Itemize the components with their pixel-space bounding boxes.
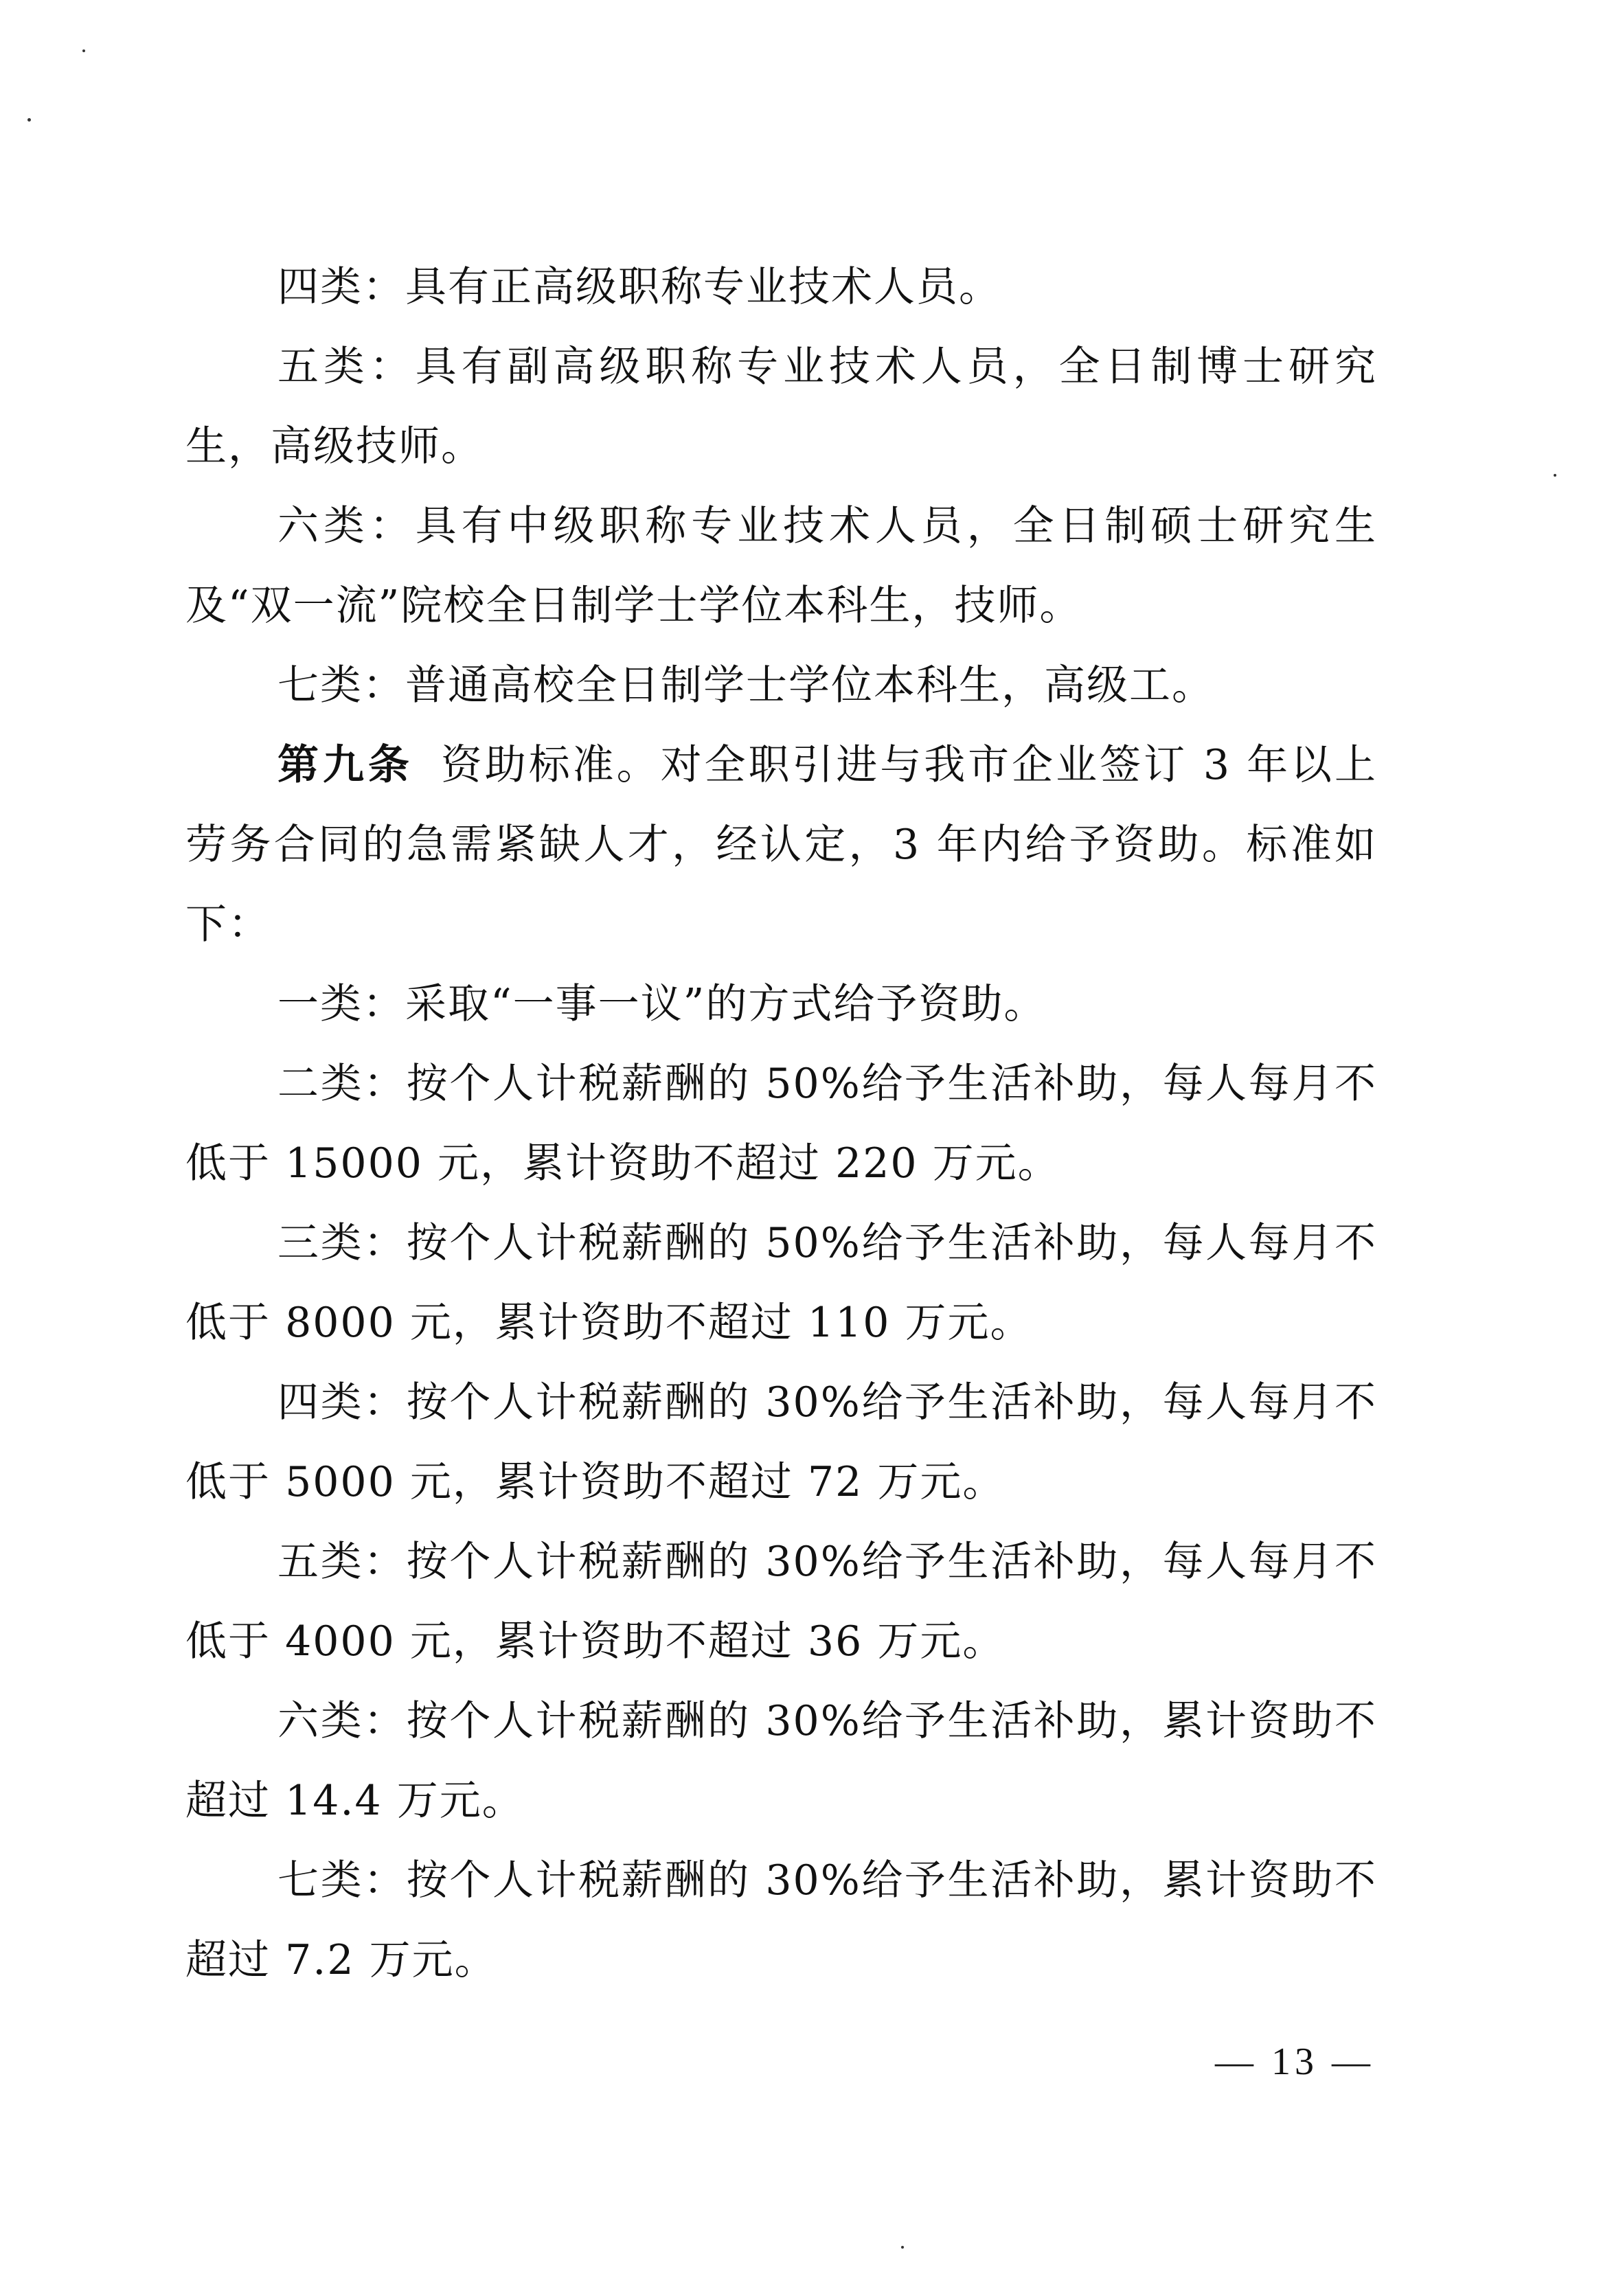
scan-speck <box>1554 474 1556 477</box>
scan-speck <box>901 2246 904 2249</box>
paragraph-subsidy-class-4: 四类：按个人计税薪酬的 30%给予生活补助，每人每月不低于 5000 元，累计资助不超过 72 万元。 <box>185 1378 1377 1506</box>
scan-speck <box>82 49 85 52</box>
paragraph-category-7: 七类：普通高校全日制学士学位本科生，高级工。 <box>277 661 1214 709</box>
paragraph-subsidy-class-2: 二类：按个人计税薪酬的 50%给予生活补助，每人每月不低于 15000 元，累计资助不超过 220 万元。 <box>185 1060 1377 1187</box>
paragraph-subsidy-class-7: 七类：按个人计税薪酬的 30%给予生活补助，累计资助不超过 7.2 万元。 <box>185 1856 1377 1984</box>
paragraph-category-4: 四类：具有正高级职称专业技术人员。 <box>277 263 1001 311</box>
paragraph-subsidy-class-5: 五类：按个人计税薪酬的 30%给予生活补助，每人每月不低于 4000 元，累计资助不超过 36 万元。 <box>185 1538 1377 1666</box>
article-heading: 第九条 <box>277 741 413 789</box>
document-body <box>185 247 1377 2000</box>
scan-speck <box>27 118 31 122</box>
paragraph-article-9: 第九条 资助标准。对全职引进与我市企业签订 3 年以上劳务合同的急需紧缺人才，经认定，3 年内给予资助。标准如下： <box>185 741 1377 948</box>
paragraph-category-6: 六类：具有中级职称专业技术人员，全日制硕士研究生及“双一流”院校全日制学士学位本科生，技师。 <box>185 502 1377 630</box>
paragraph-subsidy-class-1: 一类：采取“一事一议”的方式给予资助。 <box>277 980 1047 1028</box>
paragraph-subsidy-class-3: 三类：按个人计税薪酬的 50%给予生活补助，每人每月不低于 8000 元，累计资助不超过 110 万元。 <box>185 1219 1377 1347</box>
page-number: — 13 — <box>1215 2041 1374 2083</box>
paragraph-category-5: 五类：具有副高级职称专业技术人员，全日制博士研究生，高级技师。 <box>185 343 1377 470</box>
paragraph-subsidy-class-6: 六类：按个人计税薪酬的 30%给予生活补助，累计资助不超过 14.4 万元。 <box>185 1697 1377 1825</box>
